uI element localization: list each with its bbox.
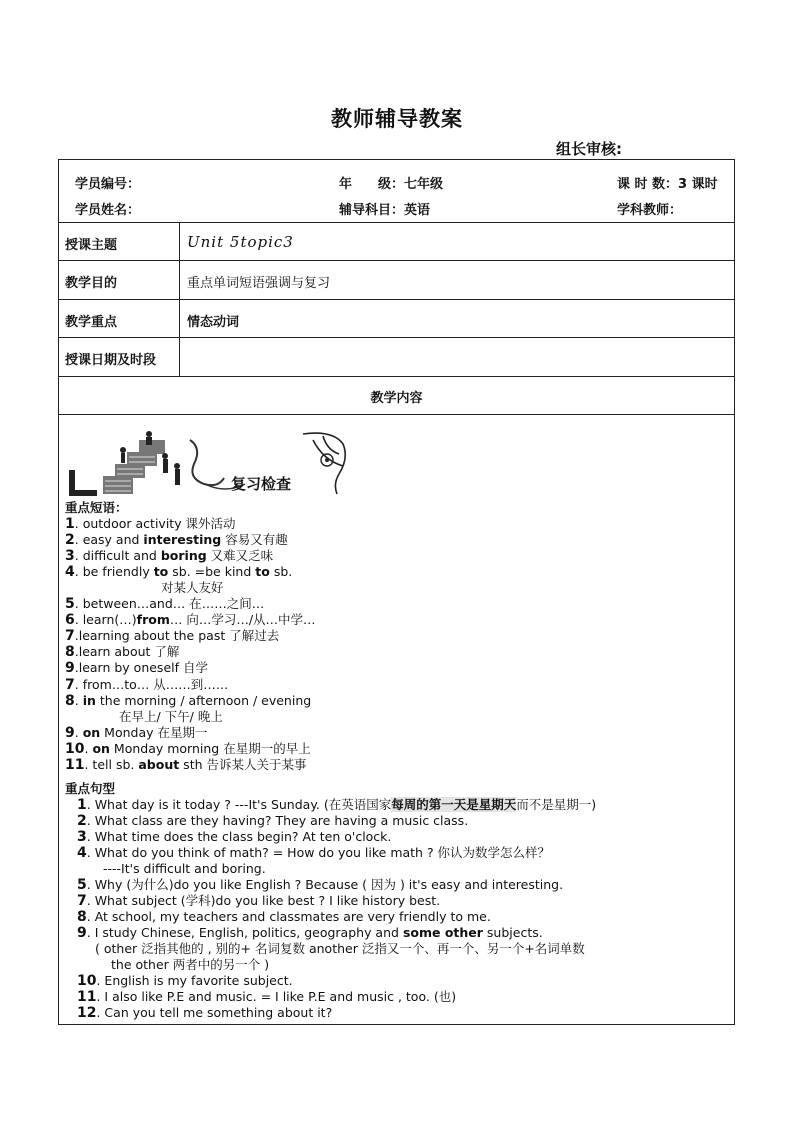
lesson-content [65,500,725,1022]
class-hours: 课 时 数：3 课时 [617,177,718,192]
focus-value: 情态动词 [187,315,240,330]
list-item: 11. tell sb. about sth 告诉某人关于某事 [65,756,307,773]
sentence-item: 8. At school, my teachers and classmates are very friendly to me. [77,909,491,926]
table-divider [59,414,734,415]
topic-label: 授课主题 [65,238,118,253]
focus-label: 教学重点 [65,315,118,330]
list-item: 8.learn about 了解 [65,644,180,661]
list-item: 7. from…to… 从……到…… [65,676,229,693]
list-item: 5. between…and… 在……之间… [65,596,265,613]
sentence-item: 1. What day is it today ? ---It's Sunday. (在英语国家每周的第一天是星期天而不是星期一) [77,796,597,813]
sentence-continuation: ----It's difficult and boring. [103,861,266,877]
sentence-item: 10. English is my favorite subject. [77,973,293,990]
list-item: 9. on Monday 在星期一 [65,724,208,741]
sentence-item: 4. What do you think of math? = How do you like math ? 你认为数学怎么样？ [77,844,551,861]
sentence-continuation: the other 两者中的另一个 ) [111,957,270,973]
list-item-continuation: 在早上/ 下午/ 晚上 [119,708,223,724]
list-item-continuation: 对某人友好 [161,580,224,596]
student-id-label: 学员编号： [75,177,141,192]
review-check-title: 复习检查 [231,475,292,493]
list-item: 1. outdoor activity 课外活动 [65,516,236,533]
grade-value: 七年级 [404,177,444,192]
list-item: 8. in the morning / afternoon / evening [65,692,312,709]
grade-label: 年 级：七年级 [339,177,444,192]
list-item: 2. easy and interesting 容易又有趣 [65,532,288,549]
content-header: 教学内容 [370,391,423,406]
goal-value: 重点单词短语强调与复习 [187,276,331,291]
sentence-item: 12. Can you tell me something about it? [77,1005,333,1022]
topic-value: Unit 5topic3 [187,233,294,251]
date-label: 授课日期及时段 [65,353,157,368]
review-banner-illustration [65,430,355,500]
sentence-item: 9. I study Chinese, English, politics, geography and some other subjects. [77,925,543,942]
goal-label: 教学目的 [65,276,118,291]
list-item: 7.learning about the past 了解过去 [65,628,280,645]
sentences-heading: 重点句型 [65,780,116,796]
table-divider [59,222,734,223]
subject-label: 辅导科目：英语 [339,203,431,218]
student-name-label: 学员姓名： [75,203,141,218]
table-divider [59,376,734,377]
sentence-item: 5. Why (为什么)do you like English ? Because ( 因为 ) it's easy and interesting. [77,877,564,894]
list-item: 6. learn(…)from… 向…学习…/从…中学… [65,612,316,629]
table-divider [59,260,734,261]
phrases-heading: 重点短语： [65,500,128,515]
sentence-item: 3. What time does the class begin? At ten o'clock. [77,828,392,845]
list-item: 10. on Monday morning 在星期一的早上 [65,740,311,757]
list-item: 3. difficult and boring 又难又乏味 [65,548,274,565]
table-column-divider [179,222,180,376]
teacher-label: 学科教师： [617,203,683,218]
list-item: 9.learn by oneself 自学 [65,660,208,677]
subject-value: 英语 [404,203,431,218]
table-divider [59,337,734,338]
sentence-item: 11. I also like P.E and music. = I like P.E and music , too. (也) [77,989,457,1006]
page-title: 教师辅导教案 [331,106,463,131]
sentence-item: 2. What class are they having? They are having a music class. [77,812,469,829]
table-divider [59,299,734,300]
reviewer-label: 组长审核: [556,140,622,158]
sentence-continuation: ( other 泛指其他的 , 别的+ 名词复数 another 泛指又一个、再一个、另一个+名词单数 [95,941,585,957]
list-item: 4. be friendly to sb. =be kind to sb. [65,564,293,581]
sentence-item: 7. What subject (学科)do you like best ? I like history best. [77,893,441,910]
lesson-plan-table [58,159,735,1025]
